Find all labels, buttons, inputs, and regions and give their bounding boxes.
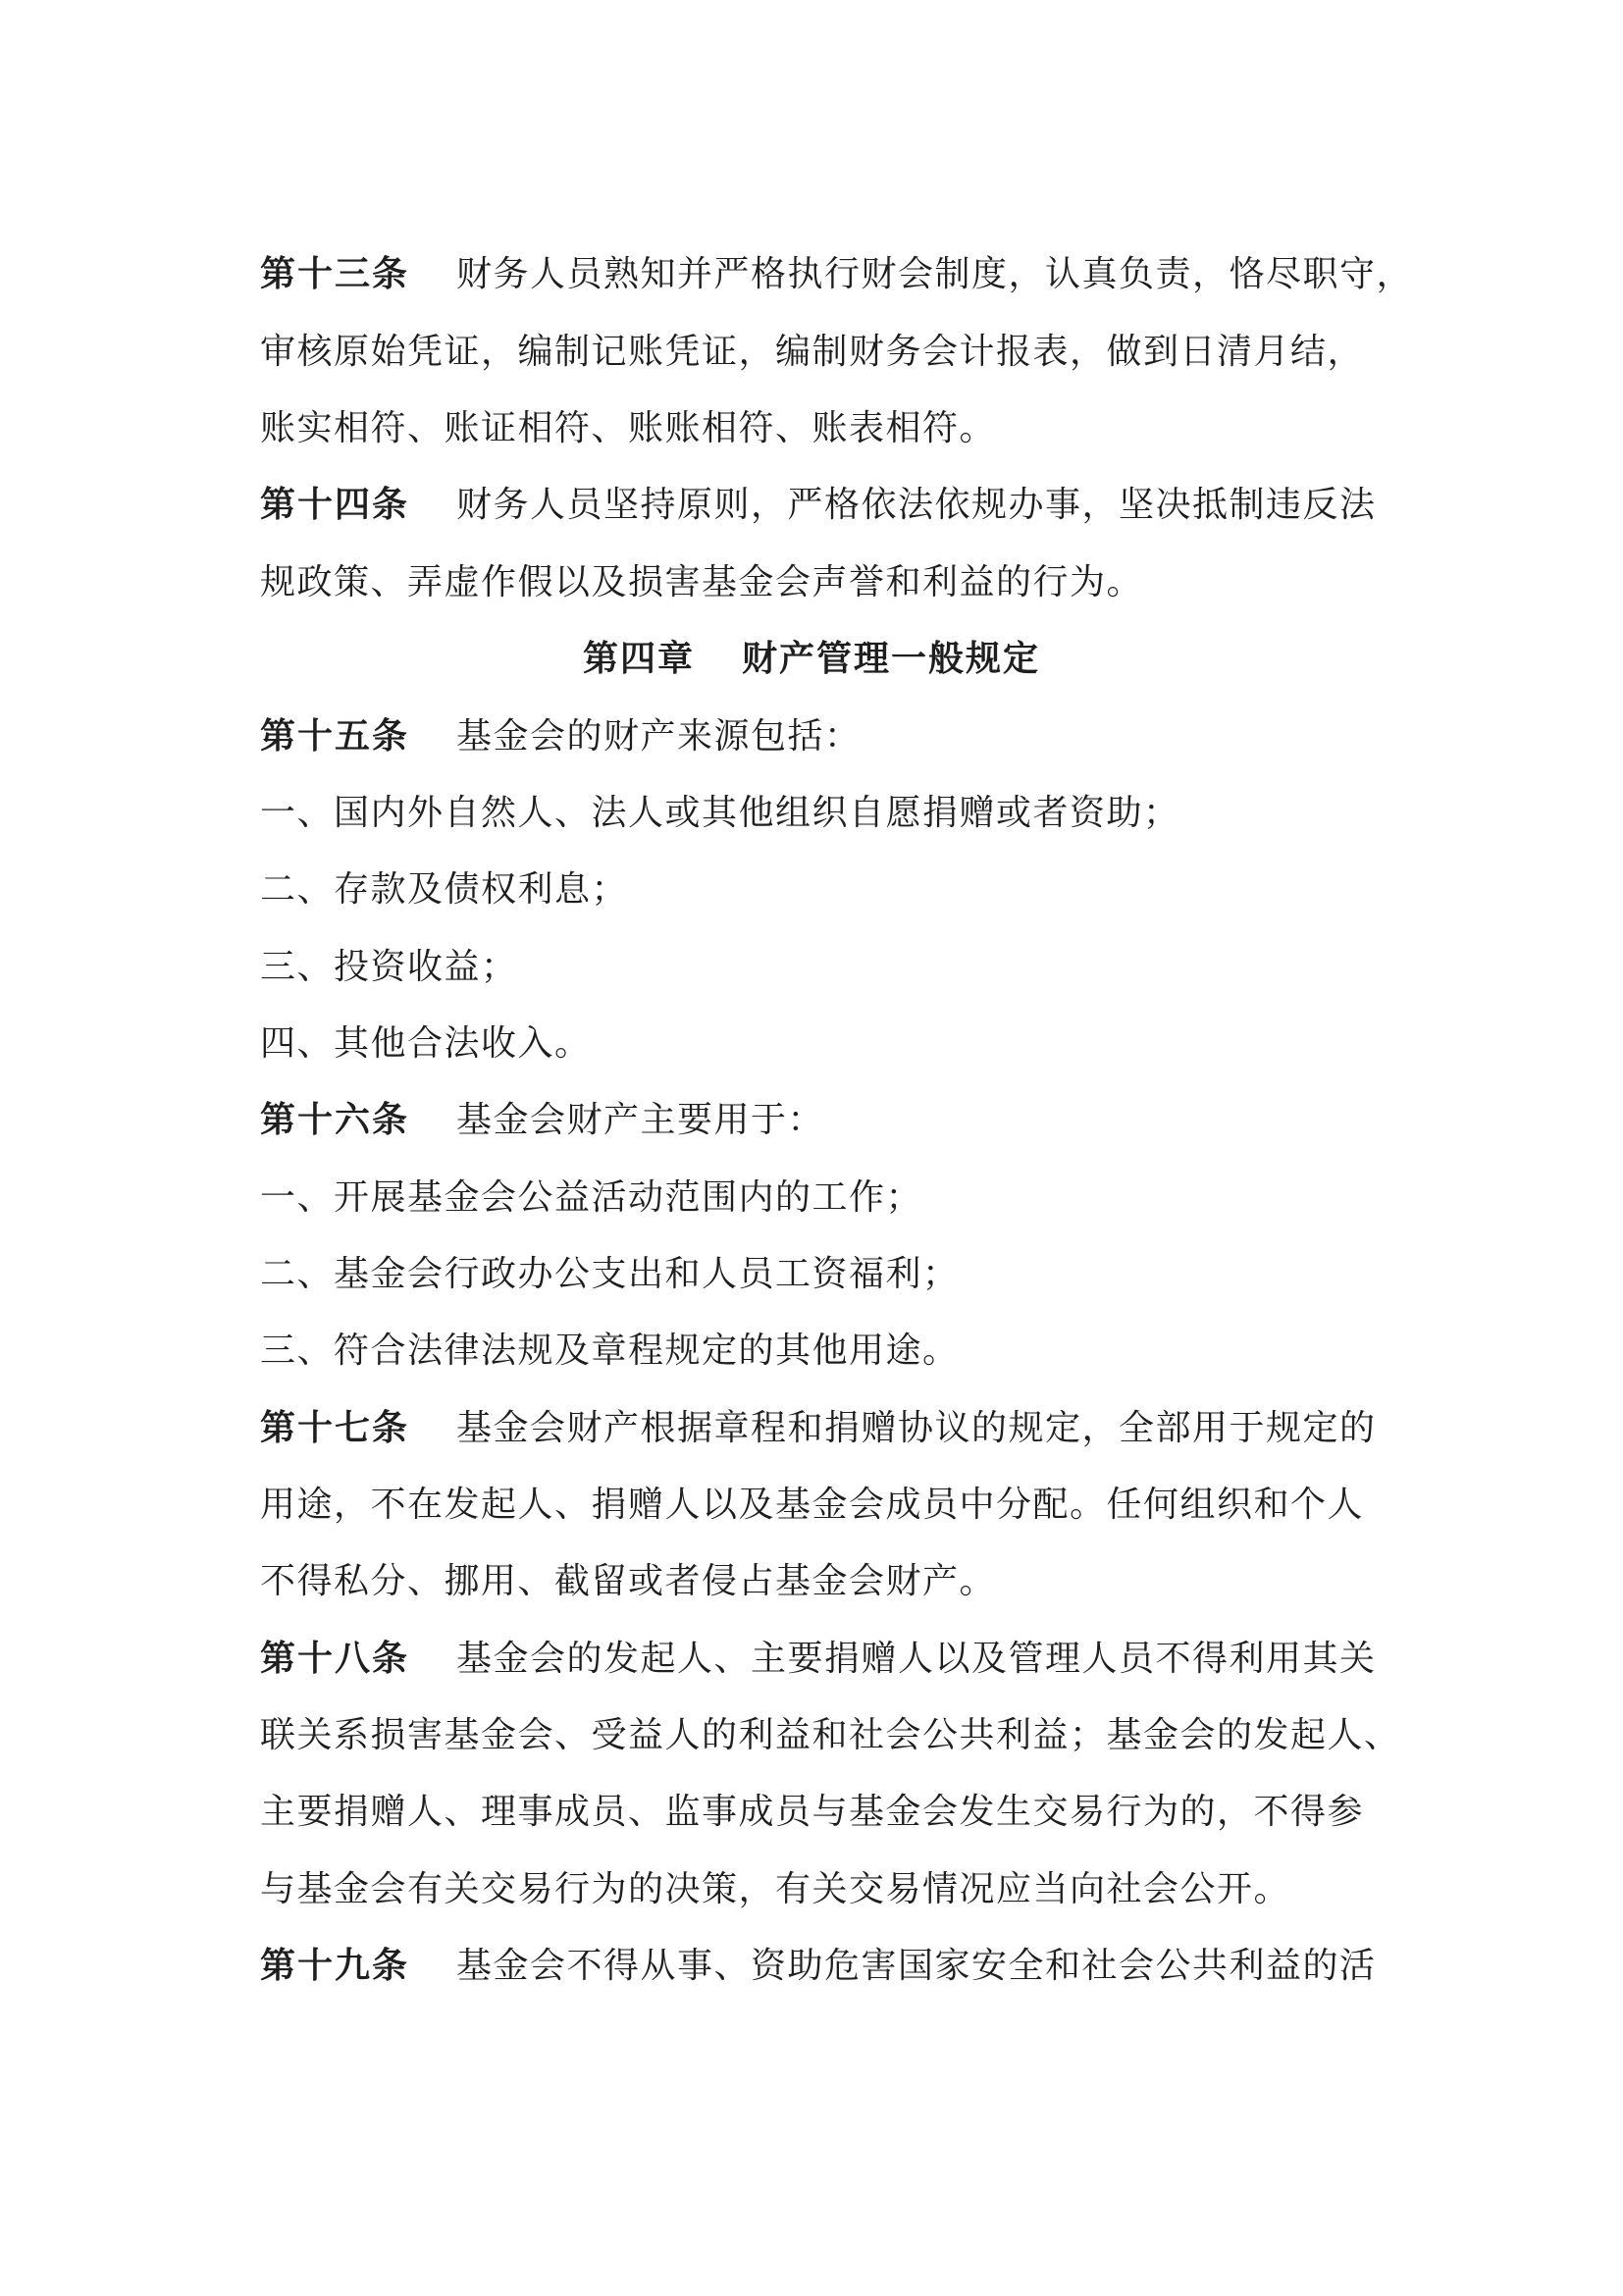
- article-15-line-1: [260, 713, 1388, 760]
- article-19-line-1: [260, 1943, 1388, 1990]
- article-18-line-2: 联关系损害基金会、受益人的利益和社会公共利益；基金会的发起人、: [260, 1715, 1401, 1755]
- article-14-text: 财务人员坚持原则，严格依法依规办事，坚决抵制违反法: [456, 485, 1377, 525]
- article-17-line-1: [260, 1405, 1388, 1452]
- article-15-item-3: 三、投资收益；: [260, 947, 518, 987]
- article-14-heading: 第十四条: [260, 485, 410, 525]
- article-18-line-1: [260, 1636, 1388, 1683]
- article-15-item-1: 一、国内外自然人、法人或其他组织自愿捐赠或者资助；: [260, 793, 1180, 833]
- chapter-title: 财产管理一般规定: [742, 639, 1041, 679]
- article-18-line-3: 主要捐赠人、理事成员、监事成员与基金会发生交易行为的，不得参: [260, 1792, 1365, 1832]
- chapter-heading: [0, 636, 1623, 683]
- article-16-item-2: 二、基金会行政办公支出和人员工资福利；: [260, 1254, 960, 1294]
- article-17-heading: 第十七条: [260, 1408, 410, 1448]
- article-14-line-2: 规政策、弄虚作假以及损害基金会声誉和利益的行为。: [260, 562, 1144, 602]
- article-13-line-3: 账实相符、账证相符、账账相符、账表相符。: [260, 408, 997, 448]
- article-18-line-4: 与基金会有关交易行为的决策，有关交易情况应当向社会公开。: [260, 1869, 1291, 1909]
- article-16-item-3: 三、符合法律法规及章程规定的其他用途。: [260, 1331, 960, 1371]
- article-18-text: 基金会的发起人、主要捐赠人以及管理人员不得利用其关: [456, 1639, 1377, 1679]
- article-19-text: 基金会不得从事、资助危害国家安全和社会公共利益的活: [456, 1946, 1377, 1986]
- article-18-heading: 第十八条: [260, 1639, 410, 1679]
- article-13-text: 财务人员熟知并严格执行财会制度，认真负责，恪尽职守，: [456, 254, 1414, 294]
- article-16-item-1: 一、开展基金会公益活动范围内的工作；: [260, 1177, 923, 1218]
- article-15-heading: 第十五条: [260, 716, 410, 757]
- article-13-heading: 第十三条: [260, 254, 410, 294]
- article-16-line-1: [260, 1097, 1388, 1144]
- article-17-line-3: 不得私分、挪用、截留或者侵占基金会财产。: [260, 1561, 997, 1601]
- article-13-line-1: [260, 251, 1414, 298]
- article-15-item-4: 四、其他合法收入。: [260, 1023, 592, 1064]
- article-15-item-2: 二、存款及债权利息；: [260, 869, 629, 910]
- article-15-text: 基金会的财产来源包括：: [456, 716, 862, 757]
- article-17-line-2: 用途，不在发起人、捐赠人以及基金会成员中分配。任何组织和个人: [260, 1485, 1365, 1525]
- article-14-line-1: [260, 482, 1388, 529]
- article-19-heading: 第十九条: [260, 1946, 410, 1986]
- article-16-text: 基金会财产主要用于：: [456, 1100, 825, 1140]
- chapter-number: 第四章: [582, 639, 695, 679]
- article-16-heading: 第十六条: [260, 1100, 410, 1140]
- article-17-text: 基金会财产根据章程和捐赠协议的规定，全部用于规定的: [456, 1408, 1377, 1448]
- article-13-line-2: 审核原始凭证，编制记账凭证，编制财务会计报表，做到日清月结，: [260, 332, 1365, 372]
